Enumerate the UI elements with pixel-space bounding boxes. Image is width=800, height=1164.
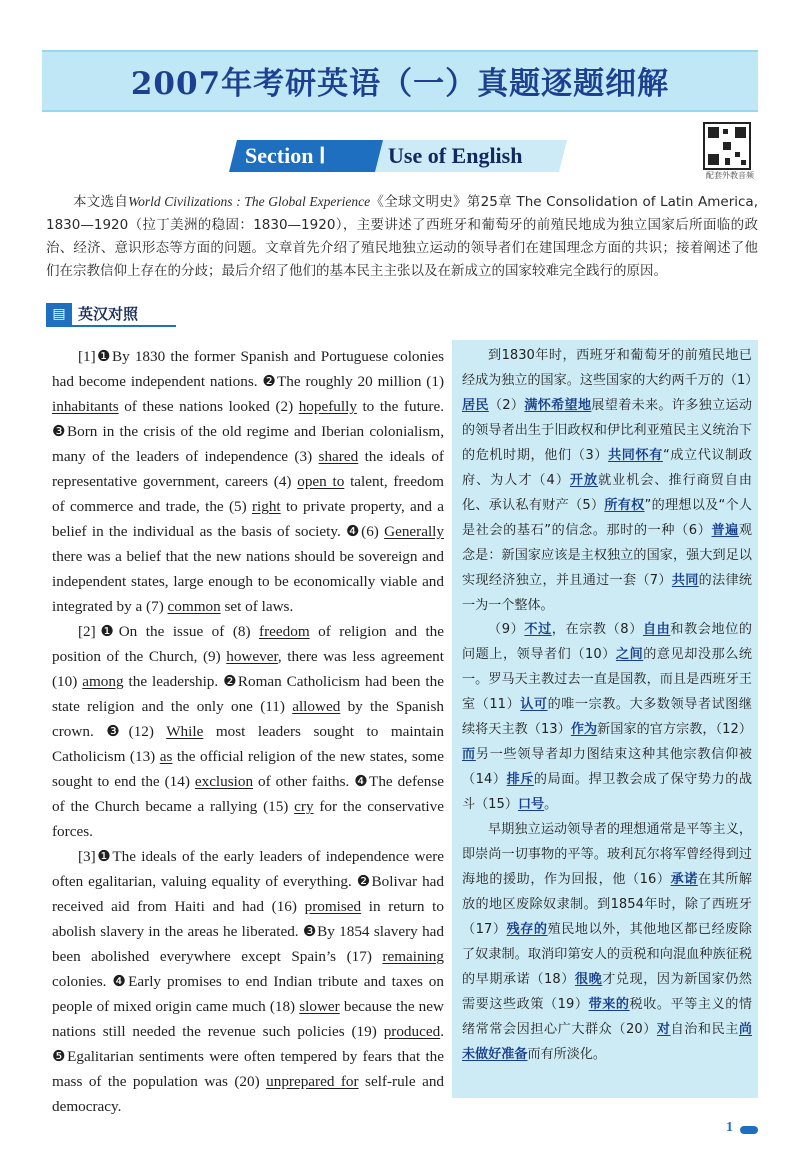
- zh-answer: 自由: [642, 622, 671, 638]
- zh-answer: 尚未做好准备: [462, 1021, 753, 1062]
- answer-12: While: [166, 723, 204, 740]
- intro-work-title: World Civilizations : The Global Experience: [128, 194, 371, 209]
- zh-text: 税收。平等主义的情绪常常会因担心广大群众（20）: [462, 996, 753, 1037]
- chinese-paragraph-3: [462, 818, 752, 1068]
- en-text: , there was less agreement (10): [52, 648, 444, 690]
- zh-answer: 居民: [462, 397, 489, 413]
- zh-text: 新国家的官方宗教，（12）: [597, 722, 752, 738]
- title-bar: [42, 50, 758, 112]
- zh-text: 的意见却没那么统一。罗马天主教过去一直是国教，而且是西班牙王室（11）: [462, 647, 753, 713]
- answer-2: hopefully: [298, 398, 357, 415]
- zh-text: 观念是：新国家应该是主权独立的国家，强大到足以实现经济独立，并且通过一套（7）: [462, 522, 752, 588]
- answer-1: inhabitants: [52, 398, 119, 415]
- zh-answer: 开放: [569, 472, 599, 488]
- en-text: of these nations looked (2): [118, 398, 299, 415]
- answer-14: exclusion: [194, 773, 254, 790]
- zh-answer: 共同: [671, 572, 699, 588]
- zh-answer: 排斥: [506, 772, 534, 788]
- zh-text: 的唯一宗教。大多数领导者试图继续将天主教（13）: [462, 697, 753, 738]
- answer-4: open to: [297, 473, 345, 490]
- english-paragraph-3: [52, 844, 444, 1119]
- answer-5: right: [251, 498, 281, 515]
- en-text: by the Spanish crown. ❸(12): [52, 698, 444, 740]
- zh-text: 的法律统一为一个整体。: [462, 572, 753, 613]
- en-text: to private property, and a belief in the individual as the basis of society. ❹(6): [52, 498, 445, 540]
- en-text: there was a belief that the new nations should be sovereign and independent states, large enough to be economically viable and integrated by a (7): [52, 548, 444, 615]
- section-part: Section Ⅰ: [245, 143, 326, 168]
- book-icon: ▤: [46, 303, 72, 325]
- zh-answer: 作为: [570, 722, 598, 738]
- zh-text: ，在宗教（8）: [551, 622, 643, 638]
- answer-11: allowed: [292, 698, 341, 715]
- zh-answer: 共同怀有: [608, 447, 663, 463]
- zh-text: 和教会地位的问题上，领导者们（10）: [462, 622, 753, 663]
- intro-text-2: 《全球文明史》第25章 The Consolidation of Latin America, 1830—1920（拉丁美洲的稳固：1830—1920），主要讲述了西班牙和葡萄牙的前殖民地成为独立国家后所面临的政治、经济、意识形态等方面的问题。文章首先介绍了殖民地独立运动的领导者们在建国理念方面的共识；接着阐述了他们在宗教信仰上存在的分歧；最后介绍了他们的基本民主主张以及在新成立的国家较难完全践行的原因。: [46, 194, 758, 279]
- answer-6: Generally: [384, 523, 444, 540]
- section-heading: [233, 140, 563, 172]
- zh-text: （2）: [488, 397, 525, 413]
- zh-text: （9）: [488, 622, 525, 638]
- en-text: of religion and the position of the Church, (9): [52, 623, 445, 665]
- en-text: [2]❶On the issue of (8): [78, 623, 260, 640]
- en-text: talent, freedom of commerce and trade, the (5): [52, 473, 444, 515]
- english-paragraph-2: [52, 619, 444, 844]
- zh-text: 另一些领导者却力图结束这种其他宗教信仰被（14）: [462, 747, 753, 788]
- zh-text: ”的理想以及“个人是社会的基石”的信念。那时的一种（6）: [462, 497, 752, 538]
- en-text: [1]❶By 1830 the former Spanish and Portuguese colonies had become independent nations. ❷The roughly 20 million (1): [52, 348, 444, 390]
- en-text: most leaders sought to maintain Catholicism (13): [52, 723, 444, 765]
- answer-19: produced: [383, 1023, 441, 1040]
- en-text: of other faiths. ❹The defense of the Church became a rallying (15): [52, 773, 444, 815]
- zh-answer: 认可: [520, 697, 548, 713]
- answer-18: slower: [299, 998, 340, 1015]
- zh-answer: 承诺: [670, 872, 698, 888]
- en-text: in return to abolish slavery in the areas he liberated. ❸By 1854 slavery had been abolished everywhere except Spain’s (17): [52, 898, 444, 965]
- intro-text-1: 本文选自: [73, 194, 129, 210]
- chinese-paragraph-2: [462, 618, 752, 818]
- zh-text: 。: [544, 797, 558, 813]
- answer-9: however: [226, 648, 278, 665]
- zh-answer: 而: [462, 747, 476, 763]
- en-text: colonies. ❹Early promises to end Indian tribute and taxes on people of mixed origin came much (18): [52, 973, 444, 1015]
- zh-text: 的局面。捍卫教会成了保守势力的战斗（15）: [462, 772, 753, 813]
- zh-text: 到1830年时，西班牙和葡萄牙的前殖民地已经成为独立的国家。这些国家的大约两千万的（1）: [462, 348, 759, 388]
- en-text: . ❺Egalitarian sentiments were often tempered by fears that the mass of the population was (20): [52, 1023, 444, 1090]
- zh-answer: 带来的: [588, 996, 630, 1012]
- en-text: to the future. ❸Born in the crisis of the old regime and Iberian colonialism, many of the leaders of independence (3): [52, 398, 444, 465]
- chinese-paragraph-1: [462, 344, 759, 618]
- en-text: set of laws.: [220, 598, 294, 615]
- answer-16: promised: [304, 898, 362, 915]
- zh-answer: 所有权: [604, 497, 645, 513]
- chinese-text-column: [462, 344, 759, 1068]
- answer-17: remaining: [382, 948, 444, 965]
- zh-answer: 不过: [524, 622, 552, 638]
- zh-text: 就业机会、推行商贸自由化、承认私有财产（5）: [462, 472, 752, 513]
- zh-answer: 普遍: [711, 522, 739, 538]
- english-text-column: [52, 344, 444, 1119]
- zh-text: 而有所淡化。: [527, 1046, 607, 1062]
- en-text: the leadership. ❷Roman Catholicism had been the state religion and the only one (11): [52, 673, 444, 715]
- zh-text: “成立代议制政府、为人才（4）: [462, 447, 752, 488]
- zh-answer: 之间: [615, 647, 644, 663]
- zh-answer: 很晚: [574, 971, 603, 987]
- page-number: 1: [726, 1120, 733, 1135]
- qr-code-icon[interactable]: [703, 122, 751, 170]
- zh-answer: 口号: [517, 797, 545, 813]
- bilingual-badge: [46, 303, 176, 327]
- zh-answer: 满怀希望地: [524, 397, 592, 413]
- zh-text: 殖民地以外，其他地区都已经废除了奴隶制。取消印第安人的贡税和向混血种族征税的早期承诺（18）: [462, 921, 753, 987]
- page-marker-icon: [740, 1126, 758, 1134]
- zh-text: 早期独立运动领导者的理想通常是平等主义，即崇尚一切事物的平等。玻利瓦尔将军曾经得到过海地的援助，作为回报，他（16）: [462, 822, 752, 888]
- answer-8: freedom: [259, 623, 310, 640]
- answer-10: among: [82, 673, 124, 690]
- en-text: for the conservative forces.: [52, 798, 444, 840]
- badge-label: 英汉对照: [78, 305, 139, 323]
- en-text: self-rule and democracy.: [52, 1073, 445, 1115]
- answer-13: as: [159, 748, 173, 765]
- en-text: [3]❶The ideals of the early leaders of independence were often egalitarian, valuing equality of everything. ❷Bolivar had received aid from Haiti and had (16): [52, 848, 444, 915]
- en-text: the ideals of representative government, careers (4): [52, 448, 444, 490]
- zh-answer: 残存的: [506, 921, 548, 937]
- en-text: the official religion of the new states, some sought to end the (14): [52, 748, 444, 790]
- section-name: Use of English: [388, 143, 523, 168]
- answer-3: shared: [318, 448, 359, 465]
- zh-text: 才兑现，因为新国家仍然需要这些政策（19）: [462, 971, 753, 1012]
- answer-15: cry: [294, 798, 314, 815]
- zh-text: 自治和民主: [670, 1021, 739, 1037]
- answer-7: common: [167, 598, 221, 615]
- zh-text: 展望着未来。许多独立运动的领导者出生于旧政权和伊比利亚殖民主义统治下的危机时期，他们（3）: [462, 397, 753, 463]
- zh-answer: 对: [656, 1021, 671, 1037]
- en-text: because the new nations still needed the revenue such policies (19): [52, 998, 444, 1040]
- english-paragraph-1: [52, 344, 444, 619]
- intro-paragraph: [46, 190, 758, 283]
- qr-caption: 配套外教音频: [706, 171, 754, 180]
- answer-20: unprepared for: [266, 1073, 359, 1090]
- zh-text: 在其所解放的地区废除奴隶制。到1854年时，除了西班牙（17）: [462, 872, 753, 937]
- page-title: 2007年考研英语（一）真题逐题细解: [130, 66, 670, 102]
